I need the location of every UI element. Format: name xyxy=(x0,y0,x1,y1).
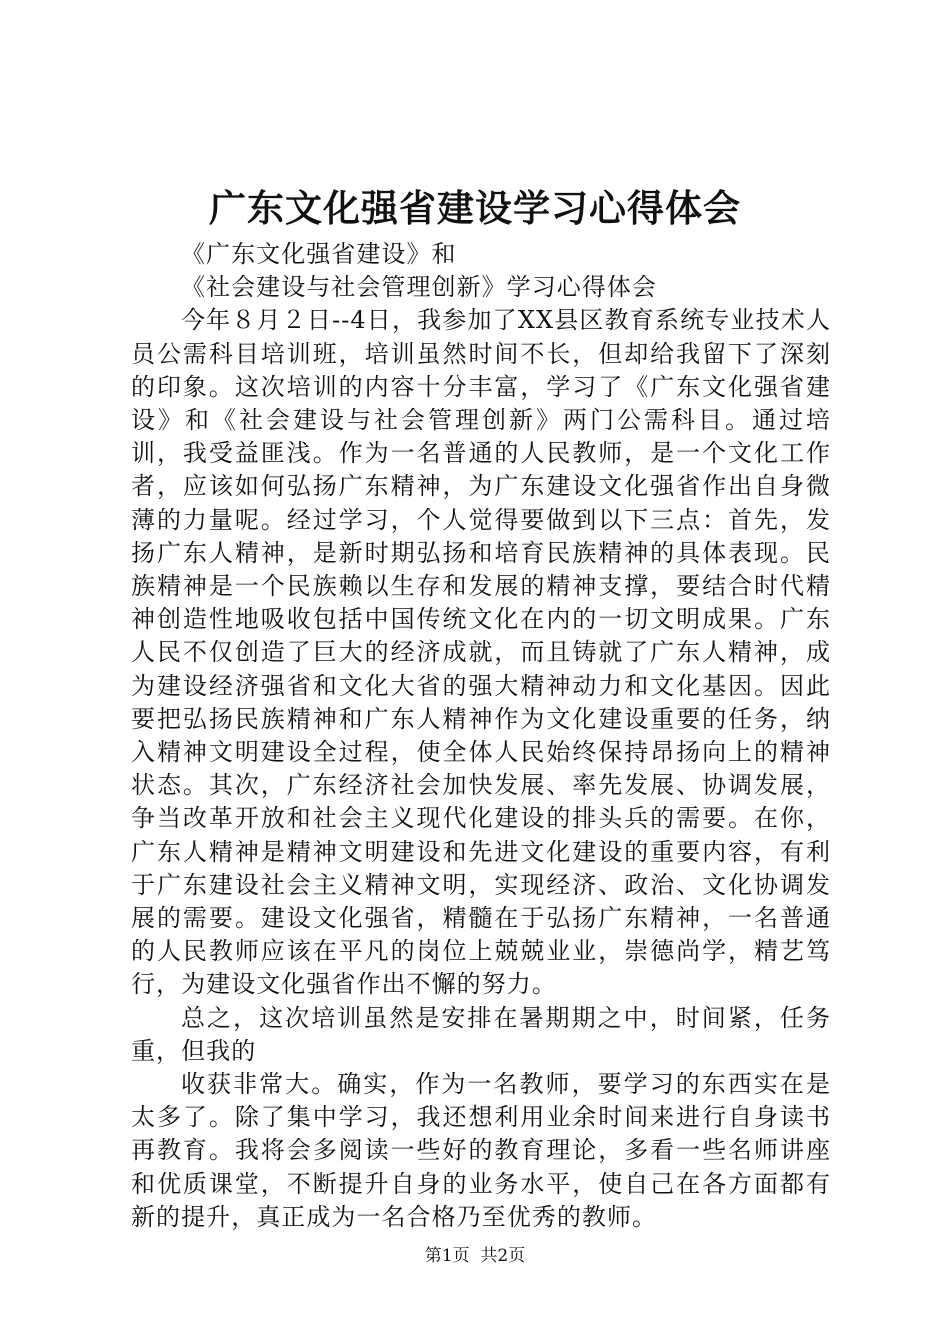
paragraph-closing: 收获非常大。确实，作为一名教师，要学习的东西实在是太多了。除了集中学习，我还想利用业余时间来进行自身读书再教育。我将会多阅读一些好的教育理论，多看一些名师讲座和优质课堂，不断提升自身的业务水平，使自己在各方面都有新的提升，真正成为一名合格乃至优秀的教师。 xyxy=(131,1070,831,1231)
subtitle-line-1: 《广东文化强省建设》和 xyxy=(181,240,457,268)
document-body xyxy=(131,238,831,1234)
subtitle-line-2: 《社会建设与社会管理创新》学习心得体会 xyxy=(181,273,657,302)
paragraph-summary: 总之，这次培训虽然是安排在暑期期之中，时间紧，任务重，但我的 xyxy=(131,1003,831,1065)
document-title: 广东文化强省建设学习心得体会 xyxy=(209,186,741,230)
page-footer: 第1页 共2页 xyxy=(424,1246,526,1266)
paragraph-main: 今年８月２日--4日，我参加了XX县区教育系统专业技术人员公需科目培训班，培训虽然时间不长，但却给我留下了深刻的印象。这次培训的内容十分丰富，学习了《广东文化强省建设》和《社会建设与社会管理创新》两门公需科目。通过培训，我受益匪浅。作为一名普通的人民教师，是一个文化工作者，应该如何弘扬广东精神，为广东建设文化强省作出自身微薄的力量呢。经过学习，个人觉得要做到以下三点：首先，发扬广东人精神，是新时期弘扬和培育民族精神的具体表现。民族精神是一个民族赖以生存和发展的精神支撑，要结合时代精神创造性地吸收包括中国传统文化在内的一切文明成果。广东人民不仅创造了巨大的经济成就，而且铸就了广东人精神，成为建设经济强省和文化大省的强大精神动力和文化基因。因此要把弘扬民族精神和广东人精神作为文化建设重要的任务，纳入精神文明建设全过程，使全体人民始终保持昂扬向上的精神状态。其次，广东经济社会加快发展、率先发展、协调发展，争当改革开放和社会主义现代化建设的排头兵的需要。在你，广东人精神是精神文明建设和先进文化建设的重要内容，有利于广东建设社会主义精神文明，实现经济、政治、文化协调发展的需要。建设文化强省，精髓在于弘扬广东精神，一名普通的人民教师应该在平凡的岗位上兢兢业业，崇德尚学，精艺笃行，为建设文化强省作出不懈的努力。 xyxy=(131,306,831,999)
